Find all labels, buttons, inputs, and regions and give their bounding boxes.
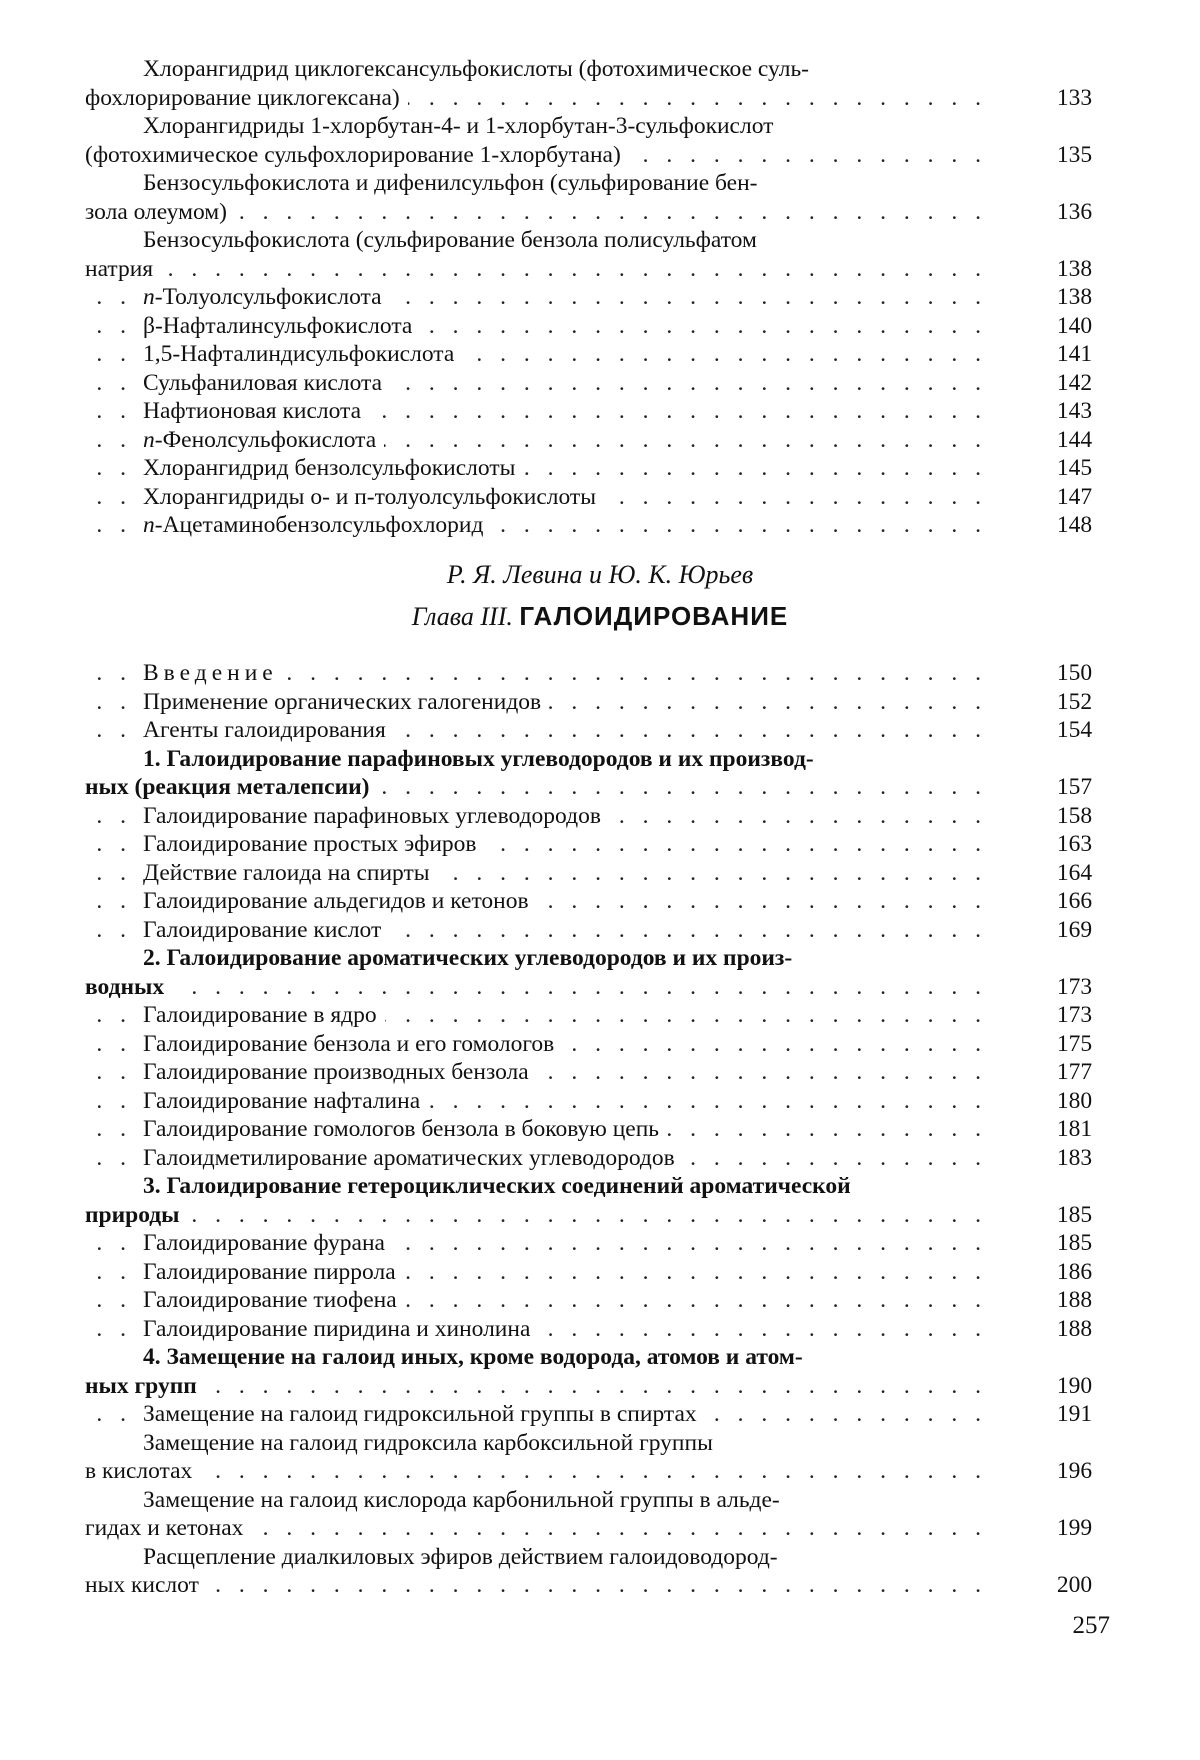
toc-page-number: 150 (1056, 660, 1093, 686)
toc-entry-text: . . . фохлорирование циклогексана) (85, 84, 408, 113)
page-number: 257 (1072, 1612, 1110, 1639)
toc-entry-text: . . . Галоидирование пиридина и хинолина (143, 1315, 538, 1344)
toc-page-number: 186 (1056, 1258, 1093, 1285)
toc-entry-text: . . . Галоидирование пиррола (143, 1258, 404, 1287)
toc-entry-line (85, 973, 1112, 1002)
toc-entry-line (85, 141, 1112, 170)
toc-page-number: 175 (1056, 1030, 1093, 1057)
toc-entry-line (85, 1030, 1112, 1059)
toc-page-number: 177 (1056, 1059, 1093, 1085)
toc-entry-line (85, 1486, 1112, 1515)
toc-page-number: 144 (1056, 426, 1093, 453)
toc-page-number: 166 (1056, 888, 1093, 914)
toc-entry (85, 1058, 1112, 1087)
toc-entry-text: . . . Галоидирование нафталина (143, 1087, 428, 1116)
toc-entry-text: . . . Замещение на галоид гидроксильной группы в спиртах (143, 1400, 705, 1429)
toc-entry-line (85, 1400, 1112, 1429)
toc-entry (85, 112, 1112, 169)
toc-page-number: 181 (1056, 1116, 1093, 1142)
toc-entry-text: . . . 1,5-Нафталиндисульфокислота (143, 340, 462, 369)
toc-entry-line (85, 716, 1112, 745)
toc-page-number: 143 (1056, 398, 1093, 424)
toc-page-number: 185 (1056, 1230, 1093, 1256)
toc-entry-text: . . . ных (реакция металепсии) (85, 773, 378, 802)
toc-entry-text: Хлорангидриды 1-хлорбутан-4- и 1-хлорбутан-3-сульфокислот (143, 112, 987, 141)
toc-entry-line (85, 511, 1112, 540)
toc-entry-line (85, 1571, 1112, 1600)
toc-entry-line (85, 55, 1112, 84)
toc-entry-line (85, 830, 1112, 859)
toc-entry-line (85, 1258, 1112, 1287)
toc-entry (85, 1115, 1112, 1144)
toc-page-number: 163 (1056, 831, 1093, 857)
toc-page-number: 200 (1056, 1572, 1093, 1598)
toc-entry (85, 830, 1112, 859)
toc-page-number: 142 (1056, 369, 1093, 396)
toc-entry-line (85, 659, 1112, 688)
toc-page-number: 145 (1056, 455, 1093, 481)
toc-entry (85, 887, 1112, 916)
toc-entry-line (85, 1286, 1112, 1315)
toc-entry-text: . . . Агенты галоидирования (143, 716, 394, 745)
toc-entry (85, 916, 1112, 945)
toc-entry-text: Замещение на галоид кислорода карбонильной группы в альде- (143, 1486, 987, 1515)
toc-entry-text: . . . Нафтионовая кислота (143, 397, 369, 426)
toc-entry (85, 688, 1112, 717)
toc-entry-line (85, 340, 1112, 369)
toc-entry (85, 169, 1112, 226)
toc-entry-line (85, 1229, 1112, 1258)
toc-page-number: 188 (1056, 1315, 1093, 1342)
toc-entry-text: . . . Галоидметилирование ароматических углеводородов (143, 1144, 683, 1173)
toc-entry-line (85, 369, 1112, 398)
toc-entry-text: Бензосульфокислота (сульфирование бензола полисульфатом (143, 226, 987, 255)
toc-entry (85, 1400, 1112, 1429)
toc-entry-text: . . . Галоидирование простых эфиров (143, 830, 485, 859)
toc-entry-text: . . . Введение (143, 659, 286, 688)
toc-entry-text: . . . (фотохимическое сульфохлорирование 1-хлорбутана) (85, 141, 629, 170)
toc-entry-text: . . . Галоидирование в ядро (143, 1001, 385, 1030)
toc-entry-text: . . . Галоидирование гомологов бензола в боковую цепь (143, 1115, 667, 1144)
toc-page-number: 154 (1056, 717, 1093, 743)
chapter-heading (0, 601, 1200, 632)
toc-entry-line (85, 84, 1112, 113)
toc-entry-text: 4. Замещение на галоид иных, кроме водорода, атомов и атом- (143, 1343, 987, 1372)
toc-entry (85, 716, 1112, 745)
toc-entry (85, 1229, 1112, 1258)
toc-entry-line (85, 312, 1112, 341)
toc-page-number: 157 (1056, 774, 1093, 800)
toc-page-number: 158 (1056, 802, 1093, 829)
toc-entry-line (85, 169, 1112, 198)
toc-entry-text: . . . ных кислот (85, 1571, 207, 1600)
toc-entry-text: 2. Галоидирование ароматических углеводородов и их произ- (143, 944, 987, 973)
toc-entry (85, 1001, 1112, 1030)
toc-entry-text: . . . Действие галоида на спирты (143, 859, 438, 888)
toc-page-number: 140 (1056, 312, 1093, 339)
toc-entry-line (85, 887, 1112, 916)
toc-entry (85, 1258, 1112, 1287)
isomer-prefix: п (143, 426, 155, 453)
toc-page-number: 180 (1056, 1087, 1093, 1114)
toc-page-number: 173 (1056, 973, 1093, 1000)
toc-page-number: 141 (1056, 341, 1093, 367)
toc-entry (85, 1315, 1112, 1344)
toc-entry-text: . . . Галоидирование бензола и его гомологов (143, 1030, 562, 1059)
toc-entry-text: . . . п-Ацетаминобензолсульфохлорид (143, 511, 491, 540)
toc-entry-line (85, 198, 1112, 227)
toc-entry (85, 483, 1112, 512)
toc-entry-line (85, 1087, 1112, 1116)
toc-entry-text: . . . гидах и кетонах (85, 1514, 251, 1543)
toc-entry-line (85, 426, 1112, 455)
toc-entry-text: . . . природы (85, 1201, 188, 1230)
toc-page-number: 185 (1056, 1201, 1093, 1228)
toc-entry-text: . . . натрия (85, 255, 161, 284)
toc-entry-line (85, 112, 1112, 141)
toc-entry-text: . . . Галоидирование кислот (143, 916, 389, 945)
isomer-prefix: п (143, 512, 155, 538)
toc-entry (85, 369, 1112, 398)
toc-page-number: 136 (1056, 198, 1093, 225)
toc-entry-text: . . . в кислотах (85, 1457, 200, 1486)
toc-entry (85, 226, 1112, 283)
toc-entry-line (85, 397, 1112, 426)
toc-entry-line (85, 454, 1112, 483)
isomer-prefix: п (143, 284, 155, 310)
toc-page-number: 138 (1056, 284, 1093, 310)
toc-entry (85, 659, 1112, 688)
toc-entry-line (85, 1429, 1112, 1458)
toc-entry (85, 1429, 1112, 1486)
toc-page-number: 199 (1056, 1515, 1093, 1541)
toc-entry-text: . . . водных (85, 973, 172, 1002)
toc-entry-line (85, 1201, 1112, 1230)
toc-entry-text: . . . Галоидирование парафиновых углеводородов (143, 802, 609, 831)
toc-entry-text: . . . Галоидирование производных бензола (143, 1058, 537, 1087)
toc-page-number: 133 (1056, 84, 1093, 111)
toc-entry-text: . . . п-Толуолсульфокислота (143, 283, 390, 312)
toc-entry-text: Хлорангидрид циклогексансульфокислоты (фотохимическое суль- (143, 55, 987, 84)
toc-entry-line (85, 255, 1112, 284)
toc-entry-text: . . . Галоидирование фурана (143, 1229, 393, 1258)
toc-entry (85, 511, 1112, 540)
toc-entry-text: . . . Галоидирование альдегидов и кетонов (143, 887, 537, 916)
toc-page-number: 164 (1056, 859, 1093, 886)
toc-page-number: 188 (1056, 1287, 1093, 1313)
toc-entry-text: 3. Галоидирование гетероциклических соединений ароматической (143, 1172, 987, 1201)
toc-page-number: 169 (1056, 916, 1093, 943)
toc-entry-line (85, 1172, 1112, 1201)
toc-page-number: 152 (1056, 688, 1093, 715)
toc-entry (85, 340, 1112, 369)
toc-entry-line (85, 745, 1112, 774)
chapter-label: Глава III. (411, 602, 513, 631)
toc-entry-line (85, 226, 1112, 255)
toc-entry-line (85, 1543, 1112, 1572)
toc-page-number: 190 (1056, 1372, 1093, 1399)
toc-entry (85, 1286, 1112, 1315)
toc-entry-line (85, 1514, 1112, 1543)
toc-entry-text: 1. Галоидирование парафиновых углеводородов и их производ- (143, 745, 987, 774)
toc-entry-line (85, 1144, 1112, 1173)
toc-page-number: 191 (1056, 1401, 1093, 1427)
toc-entry (85, 1030, 1112, 1059)
toc-entry-text: . . . β-Нафталинсульфокислота (143, 312, 420, 341)
toc-entry-text: Бензосульфокислота и дифенилсульфон (сульфирование бен- (143, 169, 987, 198)
toc-entry (85, 802, 1112, 831)
toc-entry (85, 1144, 1112, 1173)
toc-entry-line (85, 1315, 1112, 1344)
toc-entry-text: . . . Применение органических галогенидов (143, 688, 549, 717)
toc-entry (85, 745, 1112, 802)
toc-entry-line (85, 944, 1112, 973)
toc-entry-line (85, 1001, 1112, 1030)
toc-entry (85, 1172, 1112, 1229)
toc-entry-text: Замещение на галоид гидроксила карбоксильной группы (143, 1429, 987, 1458)
toc-entry-line (85, 483, 1112, 512)
toc-entry-line (85, 1058, 1112, 1087)
toc-entry-text: . . . ных групп (85, 1372, 205, 1401)
toc-entry (85, 859, 1112, 888)
toc-entry (85, 312, 1112, 341)
toc-page-number: 173 (1056, 1002, 1093, 1028)
toc-page-number: 196 (1056, 1458, 1093, 1484)
toc-entry-text: Расщепление диалкиловых эфиров действием галоидоводород- (143, 1543, 987, 1572)
toc-entry-text: . . . зола олеумом) (85, 198, 235, 227)
toc-entry-line (85, 859, 1112, 888)
toc-entry-text: . . . Сульфаниловая кислота (143, 369, 390, 398)
toc-entry-line (85, 1457, 1112, 1486)
toc-entry-text: . . . Хлорангидриды о- и п-толуолсульфокислоты (143, 483, 604, 512)
chapter-authors: Р. Я. Левина и Ю. К. Юрьев (446, 560, 754, 589)
toc-entry-text: . . . п-Фенолсульфокислота (143, 426, 384, 455)
toc-page-number: 148 (1056, 512, 1093, 538)
toc-entry-line (85, 916, 1112, 945)
toc-entry-line (85, 1115, 1112, 1144)
toc-entry (85, 1543, 1112, 1600)
toc-entry-text: . . . Хлорангидрид бензолсульфокислоты (143, 454, 523, 483)
toc-entry (85, 55, 1112, 112)
toc-entry (85, 944, 1112, 1001)
toc-page-number: 138 (1056, 255, 1093, 282)
toc-entry-line (85, 1343, 1112, 1372)
toc-entry (85, 1087, 1112, 1116)
toc-entry (85, 397, 1112, 426)
toc-entry-line (85, 688, 1112, 717)
toc-entry (85, 1343, 1112, 1400)
toc-entry-line (85, 773, 1112, 802)
toc-entry (85, 454, 1112, 483)
toc-entry-text: . . . Галоидирование тиофена (143, 1286, 405, 1315)
toc-entry-line (85, 1372, 1112, 1401)
toc-entry (85, 1486, 1112, 1543)
toc-entry (85, 426, 1112, 455)
toc-page-number: 135 (1056, 141, 1093, 168)
toc-page-number: 183 (1056, 1144, 1093, 1171)
chapter-title: ГАЛОИДИРОВАНИЕ (519, 601, 789, 631)
toc-entry-line (85, 802, 1112, 831)
toc-entry (85, 283, 1112, 312)
toc-page-number: 147 (1056, 483, 1093, 510)
toc-entry-line (85, 283, 1112, 312)
